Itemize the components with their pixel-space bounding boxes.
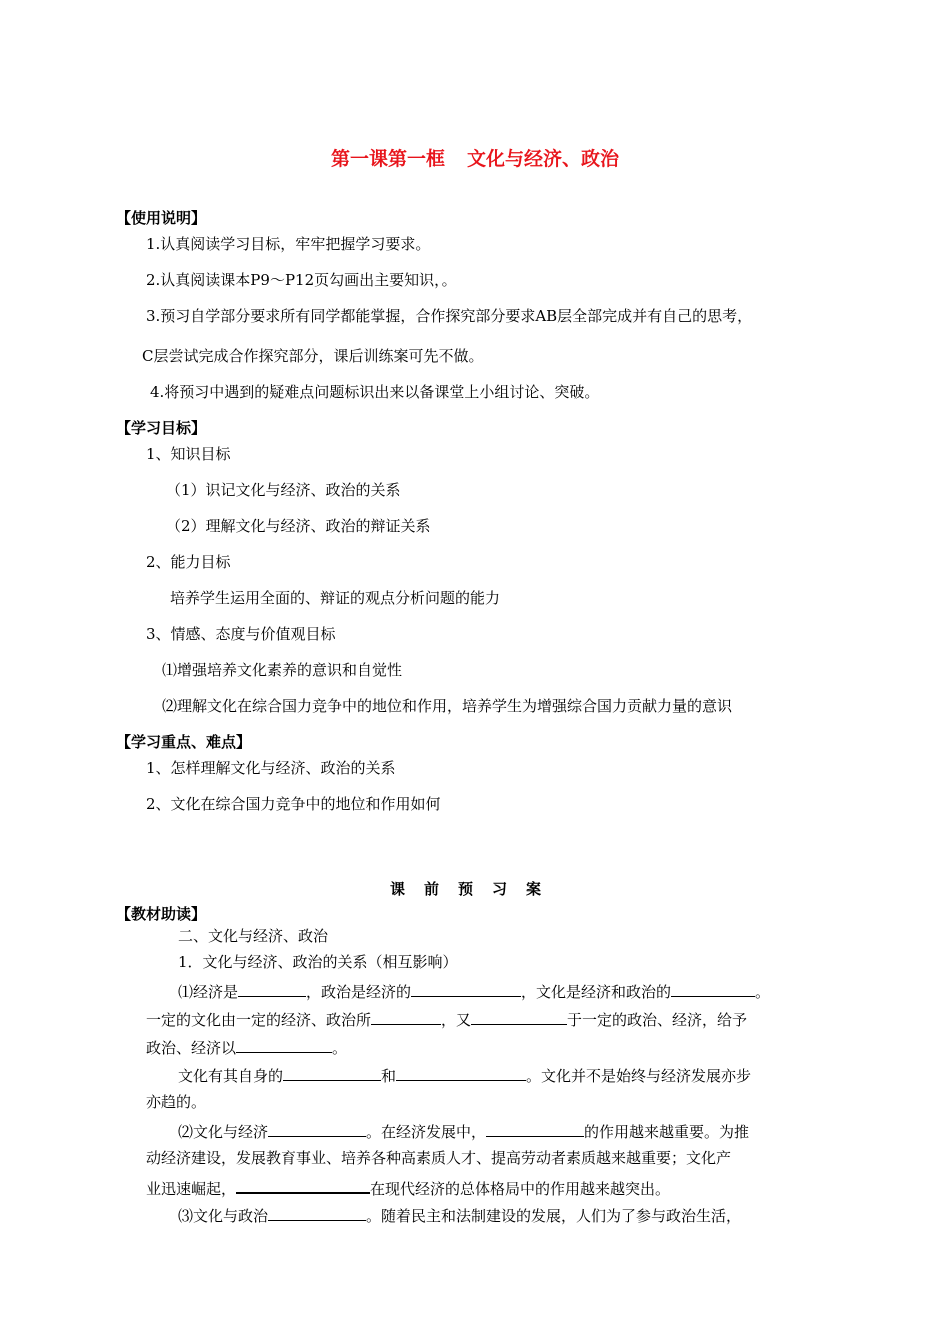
usage-item-4: 4.将预习中遇到的疑难点问题标识出来以备课堂上小组讨论、突破。 <box>150 383 600 401</box>
goal-knowledge: 1、知识目标 <box>146 445 231 463</box>
focus-heading: 【学习重点、难点】 <box>116 733 252 751</box>
title-part-topic: 文化与经济、政治 <box>467 148 620 170</box>
fill-paragraph-2-line-1: 文化有其自身的 和 。文化并不是始终与经济发展亦步 <box>178 1064 751 1086</box>
preview-heading: 【教材助读】 <box>116 905 207 923</box>
fill-paragraph-1-line-2: 一定的文化由一定的经济、政治所 ，又 于一定的政治、经济，给予 <box>146 1008 747 1030</box>
goal-emotion: 3、情感、态度与价值观目标 <box>146 625 336 643</box>
preview-section: 二、文化与经济、政治 <box>178 927 329 945</box>
fill-blank[interactable] <box>396 1064 526 1081</box>
title-part-lesson: 第一课第一框 <box>330 148 445 170</box>
fill-blank[interactable] <box>371 1008 441 1025</box>
fill-paragraph-2-line-2: 亦趋的。 <box>146 1093 207 1111</box>
usage-item-2: 2.认真阅读课本P9～P12页勾画出主要知识，。 <box>146 271 457 289</box>
fill-blank[interactable] <box>411 980 521 997</box>
fill-blank[interactable] <box>236 1176 370 1194</box>
preview-title: 课前预习案 <box>389 880 560 898</box>
fill-paragraph-3-line-2: 动经济建设，发展教育事业、培养各种高素质人才、提高劳动者素质越来越重要；文化产 <box>146 1149 732 1167</box>
fill-paragraph-3-line-1: ⑵文化与经济 。在经济发展中， 的作用越来越重要。为推 <box>178 1120 749 1142</box>
page-title <box>0 146 950 172</box>
fill-blank[interactable] <box>671 980 755 997</box>
focus-item-2: 2、文化在综合国力竞争中的地位和作用如何 <box>146 795 441 813</box>
preview-subsection: 1．文化与经济、政治的关系（相互影响） <box>178 953 458 971</box>
fill-paragraph-3-line-3: 业迅速崛起， 在现代经济的总体格局中的作用越来越突出。 <box>146 1176 670 1199</box>
fill-paragraph-1-line-3: 政治、经济以 。 <box>146 1036 347 1058</box>
fill-blank[interactable] <box>238 980 306 997</box>
fill-paragraph-4-line-1: ⑶文化与政治 。随着民主和法制建设的发展，人们为了参与政治生活， <box>178 1204 741 1226</box>
fill-blank[interactable] <box>283 1064 381 1081</box>
fill-blank[interactable] <box>236 1036 332 1053</box>
goal-emotion-1: ⑴增强培养文化素养的意识和自觉性 <box>162 661 403 679</box>
usage-item-1: 1.认真阅读学习目标，牢牢把握学习要求。 <box>146 235 431 253</box>
fill-blank[interactable] <box>268 1204 366 1221</box>
usage-item-3: 3.预习自学部分要求所有同学都能掌握，合作探究部分要求AB层全部完成并有自己的思考， <box>146 307 753 325</box>
goals-heading: 【学习目标】 <box>116 419 207 437</box>
usage-heading: 【使用说明】 <box>116 209 207 227</box>
goal-knowledge-2: （2）理解文化与经济、政治的辩证关系 <box>166 517 431 535</box>
fill-blank[interactable] <box>471 1008 567 1025</box>
usage-item-3-cont: C层尝试完成合作探究部分，课后训练案可先不做。 <box>142 347 484 365</box>
fill-blank[interactable] <box>486 1120 584 1137</box>
goal-emotion-2: ⑵理解文化在综合国力竞争中的地位和作用，培养学生为增强综合国力贡献力量的意识 <box>162 697 733 715</box>
goal-ability: 2、能力目标 <box>146 553 231 571</box>
focus-item-1: 1、怎样理解文化与经济、政治的关系 <box>146 759 396 777</box>
fill-blank[interactable] <box>268 1120 366 1137</box>
fill-paragraph-1-line-1: ⑴经济是 ，政治是经济的 ，文化是经济和政治的 。 <box>178 980 770 1002</box>
goal-ability-1: 培养学生运用全面的、辩证的观点分析问题的能力 <box>170 589 501 607</box>
goal-knowledge-1: （1）识记文化与经济、政治的关系 <box>166 481 401 499</box>
